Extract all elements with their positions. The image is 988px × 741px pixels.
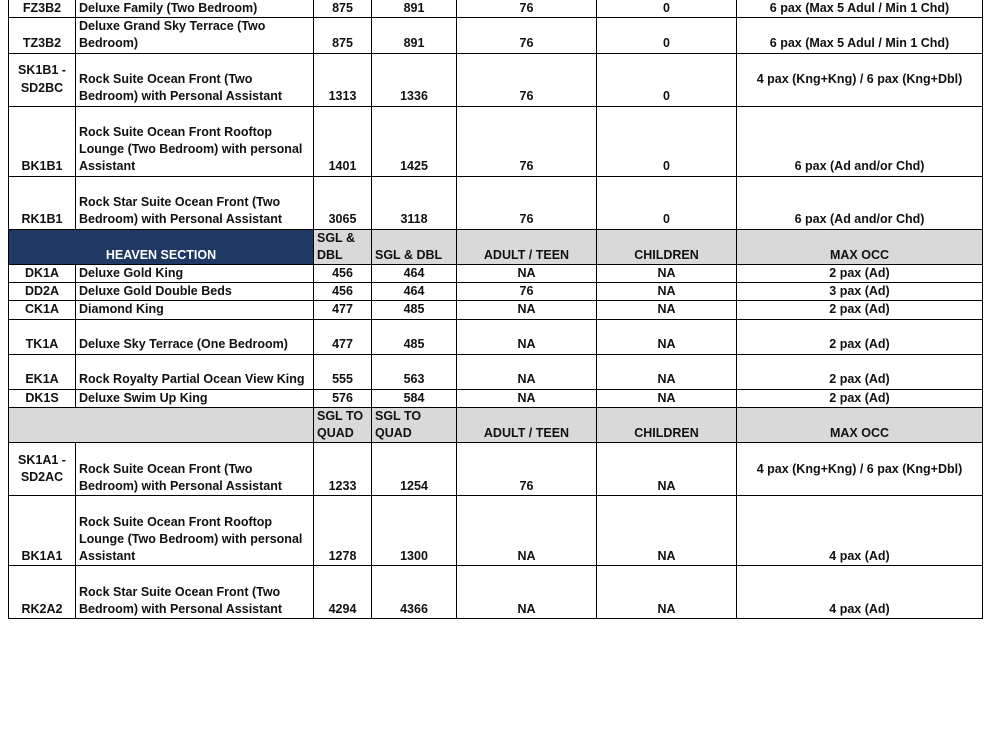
- max-occ-cell: 6 pax (Ad and/or Chd): [737, 106, 983, 176]
- room-name-cell: Diamond King: [76, 301, 314, 319]
- max-occ-cell: 6 pax (Ad and/or Chd): [737, 176, 983, 229]
- rate-cell: 485: [372, 301, 457, 319]
- room-name-cell: Deluxe Family (Two Bedroom): [76, 0, 314, 18]
- header-max-occ-cell: MAX OCC: [737, 229, 983, 264]
- room-code-cell: BK1A1: [9, 496, 76, 566]
- room-name-cell: Deluxe Swim Up King: [76, 389, 314, 407]
- table-row: [9, 176, 983, 229]
- room-name-cell: Deluxe Gold Double Beds: [76, 283, 314, 301]
- room-code-cell: RK2A2: [9, 566, 76, 619]
- adult-teen-cell: NA: [457, 301, 597, 319]
- children-cell: NA: [597, 389, 737, 407]
- rate-cell: 3065: [314, 176, 372, 229]
- rate-cell: 576: [314, 389, 372, 407]
- children-cell: NA: [597, 443, 737, 496]
- room-code-cell: BK1B1: [9, 106, 76, 176]
- table-row: [9, 265, 983, 283]
- section-header-row: [9, 229, 983, 264]
- max-occ-cell: 4 pax (Kng+Kng) / 6 pax (Kng+Dbl): [737, 443, 983, 496]
- rate-cell: 555: [314, 354, 372, 389]
- room-name-cell: Rock Royalty Partial Ocean View King: [76, 354, 314, 389]
- max-occ-cell: 6 pax (Max 5 Adul / Min 1 Chd): [737, 18, 983, 53]
- children-cell: 0: [597, 0, 737, 18]
- children-cell: 0: [597, 106, 737, 176]
- table-row: [9, 389, 983, 407]
- rate-cell: 891: [372, 18, 457, 53]
- children-cell: 0: [597, 176, 737, 229]
- room-code-cell: FZ3B2: [9, 0, 76, 18]
- header-adult-teen-cell: ADULT / TEEN: [457, 407, 597, 442]
- room-code-cell: SK1B1 - SD2BC: [9, 53, 76, 106]
- rate-cell: 3118: [372, 176, 457, 229]
- room-code-cell: SK1A1 - SD2AC: [9, 443, 76, 496]
- table-row: [9, 496, 983, 566]
- rate-cell: 4366: [372, 566, 457, 619]
- adult-teen-cell: 76: [457, 0, 597, 18]
- section-title-cell: HEAVEN SECTION: [9, 229, 314, 264]
- table-row: [9, 566, 983, 619]
- room-name-cell: Rock Suite Ocean Front Rooftop Lounge (Two Bedroom) with personal Assistant: [76, 496, 314, 566]
- room-name-cell: Deluxe Gold King: [76, 265, 314, 283]
- header-rate-cell: SGL TO QUAD: [314, 407, 372, 442]
- rate-cell: 464: [372, 265, 457, 283]
- room-code-cell: EK1A: [9, 354, 76, 389]
- header-children-cell: CHILDREN: [597, 407, 737, 442]
- rate-cell: 1425: [372, 106, 457, 176]
- adult-teen-cell: 76: [457, 176, 597, 229]
- table-row: [9, 283, 983, 301]
- rate-cell: 456: [314, 283, 372, 301]
- adult-teen-cell: 76: [457, 283, 597, 301]
- rate-cell: 485: [372, 319, 457, 354]
- rate-cell: 1336: [372, 53, 457, 106]
- header-rate-cell: SGL TO QUAD: [372, 407, 457, 442]
- adult-teen-cell: NA: [457, 496, 597, 566]
- rate-cell: 875: [314, 18, 372, 53]
- children-cell: 0: [597, 18, 737, 53]
- max-occ-cell: 2 pax (Ad): [737, 354, 983, 389]
- room-code-cell: TK1A: [9, 319, 76, 354]
- table-row: [9, 301, 983, 319]
- children-cell: NA: [597, 283, 737, 301]
- adult-teen-cell: NA: [457, 319, 597, 354]
- max-occ-cell: 2 pax (Ad): [737, 301, 983, 319]
- adult-teen-cell: NA: [457, 566, 597, 619]
- table-row: [9, 354, 983, 389]
- max-occ-cell: 2 pax (Ad): [737, 265, 983, 283]
- children-cell: 0: [597, 53, 737, 106]
- max-occ-cell: 6 pax (Max 5 Adul / Min 1 Chd): [737, 0, 983, 18]
- adult-teen-cell: NA: [457, 265, 597, 283]
- max-occ-cell: 4 pax (Ad): [737, 496, 983, 566]
- rate-cell: 1300: [372, 496, 457, 566]
- table-row: [9, 106, 983, 176]
- children-cell: NA: [597, 496, 737, 566]
- table-row: [9, 53, 983, 106]
- children-cell: NA: [597, 354, 737, 389]
- rate-cell: 4294: [314, 566, 372, 619]
- rate-cell: 477: [314, 319, 372, 354]
- room-name-cell: Rock Suite Ocean Front (Two Bedroom) with Personal Assistant: [76, 53, 314, 106]
- room-name-cell: Deluxe Sky Terrace (One Bedroom): [76, 319, 314, 354]
- room-code-cell: DD2A: [9, 283, 76, 301]
- rate-cell: 1233: [314, 443, 372, 496]
- room-code-cell: DK1A: [9, 265, 76, 283]
- room-code-cell: RK1B1: [9, 176, 76, 229]
- header-children-cell: CHILDREN: [597, 229, 737, 264]
- room-name-cell: Rock Star Suite Ocean Front (Two Bedroom) with Personal Assistant: [76, 566, 314, 619]
- children-cell: NA: [597, 265, 737, 283]
- rate-cell: 1401: [314, 106, 372, 176]
- rate-cell: 1278: [314, 496, 372, 566]
- section-header-row: [9, 407, 983, 442]
- room-code-cell: DK1S: [9, 389, 76, 407]
- rate-cell: 584: [372, 389, 457, 407]
- rate-cell: 456: [314, 265, 372, 283]
- children-cell: NA: [597, 301, 737, 319]
- table-row: [9, 0, 983, 18]
- rate-table-body: [9, 0, 983, 619]
- header-max-occ-cell: MAX OCC: [737, 407, 983, 442]
- room-name-cell: Deluxe Grand Sky Terrace (Two Bedroom): [76, 18, 314, 53]
- table-row: [9, 18, 983, 53]
- adult-teen-cell: 76: [457, 106, 597, 176]
- rate-table: [8, 0, 983, 619]
- max-occ-cell: 4 pax (Kng+Kng) / 6 pax (Kng+Dbl): [737, 53, 983, 106]
- max-occ-cell: 3 pax (Ad): [737, 283, 983, 301]
- adult-teen-cell: NA: [457, 389, 597, 407]
- header-rate-cell: SGL & DBL: [314, 229, 372, 264]
- rate-cell: 891: [372, 0, 457, 18]
- rate-cell: 563: [372, 354, 457, 389]
- table-row: [9, 443, 983, 496]
- adult-teen-cell: 76: [457, 53, 597, 106]
- table-row: [9, 319, 983, 354]
- room-code-cell: CK1A: [9, 301, 76, 319]
- room-name-cell: Rock Star Suite Ocean Front (Two Bedroom) with Personal Assistant: [76, 176, 314, 229]
- rate-cell: 477: [314, 301, 372, 319]
- rate-cell: 1313: [314, 53, 372, 106]
- max-occ-cell: 4 pax (Ad): [737, 566, 983, 619]
- adult-teen-cell: 76: [457, 443, 597, 496]
- room-name-cell: Rock Suite Ocean Front (Two Bedroom) with Personal Assistant: [76, 443, 314, 496]
- max-occ-cell: 2 pax (Ad): [737, 319, 983, 354]
- header-adult-teen-cell: ADULT / TEEN: [457, 229, 597, 264]
- adult-teen-cell: 76: [457, 18, 597, 53]
- rate-cell: 875: [314, 0, 372, 18]
- children-cell: NA: [597, 566, 737, 619]
- max-occ-cell: 2 pax (Ad): [737, 389, 983, 407]
- rate-cell: 464: [372, 283, 457, 301]
- room-name-cell: Rock Suite Ocean Front Rooftop Lounge (Two Bedroom) with personal Assistant: [76, 106, 314, 176]
- adult-teen-cell: NA: [457, 354, 597, 389]
- header-rate-cell: SGL & DBL: [372, 229, 457, 264]
- rate-cell: 1254: [372, 443, 457, 496]
- room-code-cell: TZ3B2: [9, 18, 76, 53]
- section-title-cell: [9, 407, 314, 442]
- children-cell: NA: [597, 319, 737, 354]
